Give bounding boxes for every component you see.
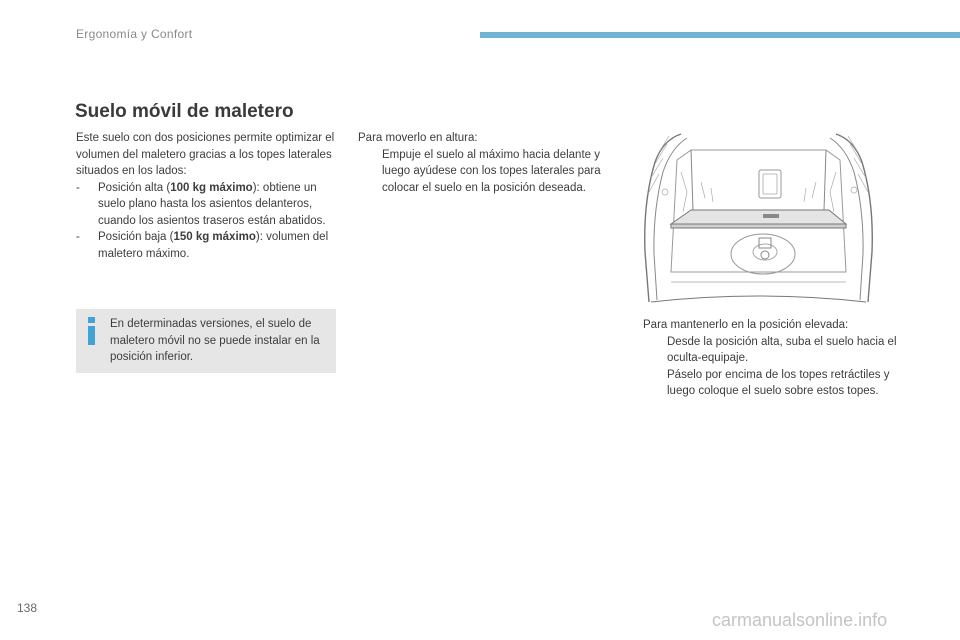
middle-column — [358, 130, 624, 196]
list-item — [358, 147, 624, 197]
item-text: Desde la posición alta, suba el suelo hacia el oculta-equipaje. — [667, 335, 897, 364]
right-heading: Para mantenerlo en la posición elevada: — [643, 319, 849, 331]
middle-heading: Para moverlo en altura: — [358, 132, 478, 144]
left-column — [76, 130, 338, 262]
section-color-bar — [480, 32, 960, 38]
dash-marker: - — [76, 231, 80, 243]
item-text: Páselo por encima de los topes retráctiles y luego coloque el suelo sobre estos topes. — [667, 368, 890, 397]
list-item — [643, 334, 913, 367]
watermark: carmanualsonline.info — [712, 610, 888, 630]
item-text-bold: 150 kg máximo — [173, 231, 256, 243]
item-text-post: ): volumen del maletero máximo. — [98, 231, 329, 260]
trunk-floor-illustration — [641, 132, 876, 307]
item-text-post: ): obtiene un suelo plano hasta los asientos delanteros, cuando los asientos traseros están abatidos. — [98, 181, 326, 227]
right-column — [643, 317, 913, 400]
info-box — [76, 309, 336, 373]
info-icon — [86, 317, 98, 343]
dash-marker: - — [76, 181, 80, 194]
item-text-pre: Posición alta ( — [98, 181, 171, 194]
item-text: Empuje el suelo al máximo hacia delante y luego ayúdese con los topes laterales para colocar el suelo en la posición deseada. — [382, 148, 601, 194]
info-text: En determinadas versiones, el suelo de maletero móvil no se puede instalar en la posición inferior. — [110, 318, 320, 363]
page-title: Suelo móvil de maletero — [75, 101, 294, 122]
list-item — [643, 367, 913, 400]
item-text-pre: Posición baja ( — [98, 231, 174, 243]
list-item — [76, 229, 338, 262]
page-number: 138 — [17, 601, 38, 615]
section-header: Ergonomía y Confort — [76, 27, 193, 41]
intro-paragraph: Este suelo con dos posiciones permite optimizar el volumen del maletero gracias a los topes laterales situados en los lados: — [76, 132, 335, 177]
list-item — [76, 180, 338, 230]
item-text-bold: 100 kg máximo — [170, 181, 253, 194]
